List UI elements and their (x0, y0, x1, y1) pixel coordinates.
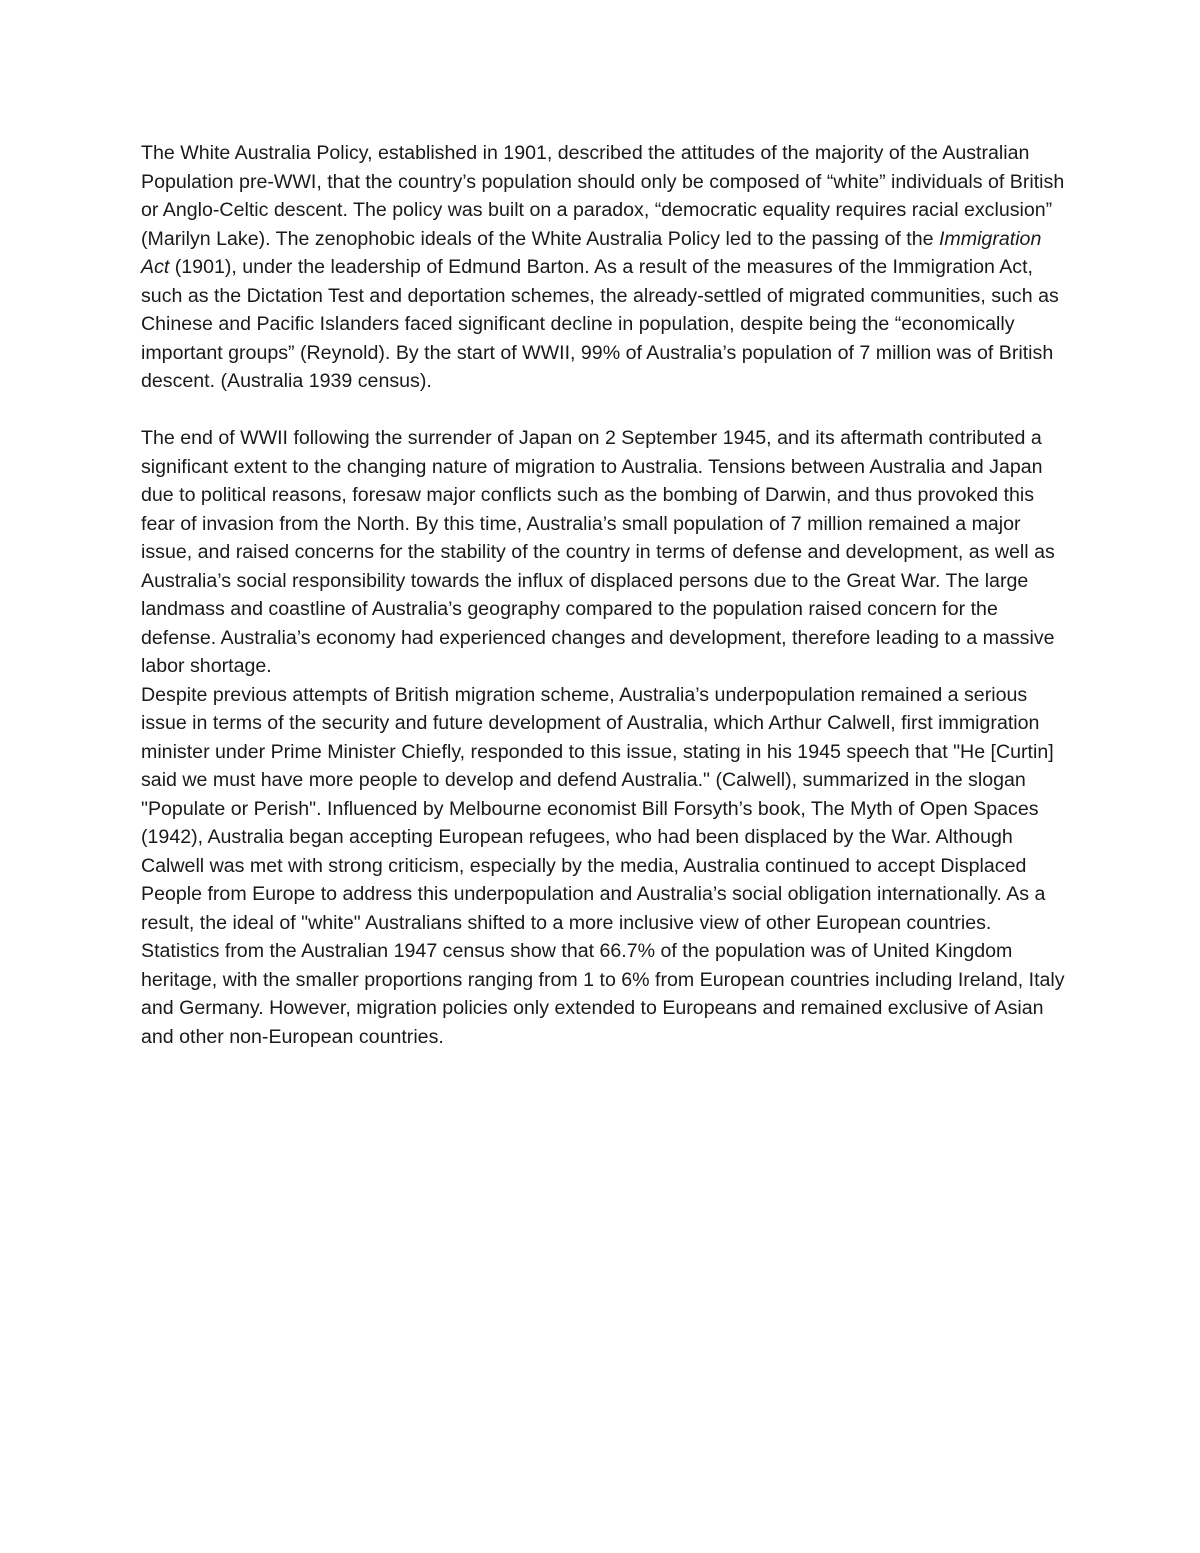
immigration-act-title: Immigration Act (141, 227, 1042, 278)
paragraph-1-text-end: (1901), under the leadership of Edmund Barton. As a result of the measures of the Immigration Act, such as the Dictation Test and deportation schemes, the already-settled of migrated communities, such as Chinese and Pacific Islanders faced significant decline in population, despite being the “economically important groups” (Reynold). By the start of WWII, 99% of Australia’s population of 7 million was of British descent. (Australia 1939 census). (141, 256, 1059, 392)
paragraph-white-australia-policy (141, 139, 1066, 396)
paragraph-populate-or-perish: Despite previous attempts of British migration scheme, Australia’s underpopulation remained a serious issue in terms of the security and future development of Australia, which Arthur Calwell, first immigration minister under Prime Minister Chiefly, responded to this issue, stating in his 1945 speech that "He [Curtin] said we must have more people to develop and defend Australia." (Calwell), summarized in the slogan "Populate or Perish". Influenced by Melbourne economist Bill Forsyth’s book, The Myth of Open Spaces (1942), Australia began accepting European refugees, who had been displaced by the War. Although Calwell was met with strong criticism, especially by the media, Australia continued to accept Displaced People from Europe to address this underpopulation and Australia’s social obligation internationally. As a result, the ideal of "white" Australians shifted to a more inclusive view of other European countries. Statistics from the Australian 1947 census show that 66.7% of the population was of United Kingdom heritage, with the smaller proportions ranging from 1 to 6% from European countries including Ireland, Italy and Germany. However, migration policies only extended to Europeans and remained exclusive of Asian and other non-European countries. (141, 683, 1065, 1048)
paragraph-1-text-start: The White Australia Policy, established in 1901, described the attitudes of the majority of the Australian Population pre-WWI, that the country’s population should only be composed of “white” individuals of British or Anglo-Celtic descent. The policy was built on a paradox, “democratic equality requires racial exclusion” (Marilyn Lake). The zenophobic ideals of the White Australia Policy led to the passing of the (141, 142, 1065, 250)
paragraph-end-of-wwii: The end of WWII following the surrender of Japan on 2 September 1945, and its aftermath contributed a significant extent to the changing nature of migration to Australia. Tensions between Australia and Japan due to political reasons, foresaw major conflicts such as the bombing of Darwin, and thus provoked this fear of invasion from the North. By this time, Australia’s small population of 7 million remained a major issue, and raised concerns for the stability of the country in terms of defense and development, as well as Australia’s social responsibility towards the influx of displaced persons due to the Great War. The large landmass and coastline of Australia’s geography compared to the population raised concern for the defense. Australia’s economy had experienced changes and development, therefore leading to a massive labor shortage. (141, 427, 1055, 677)
document-body (141, 139, 1066, 1051)
